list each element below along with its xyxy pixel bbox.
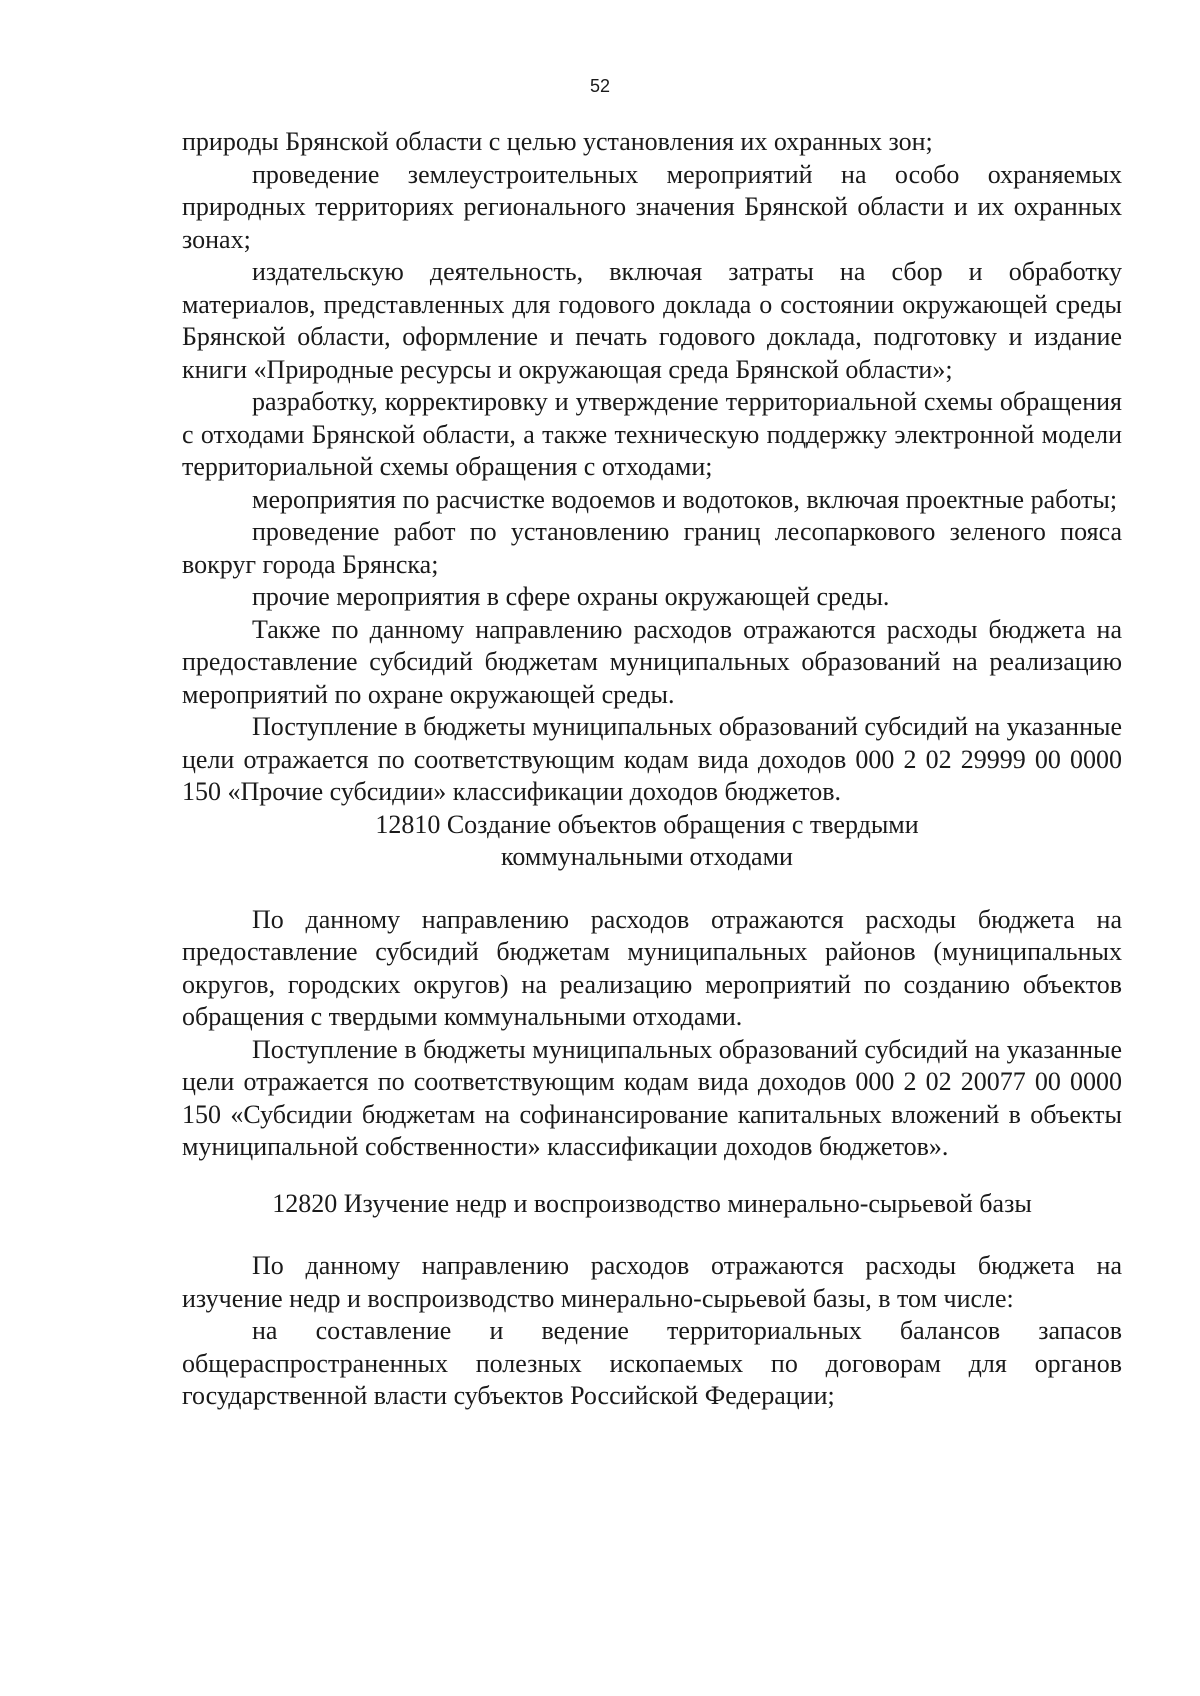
section-heading: 12820 Изучение недр и воспроизводство минерально-сырьевой базы (272, 1188, 1032, 1218)
paragraph: По данному направлению расходов отражаются расходы бюджета на предоставление субсидий бюджетам муниципальных районов (муниципальных округов, городских округов) на реализацию мероприятий по созданию объектов обращения с твердыми коммунальными отходами. (182, 904, 1122, 1031)
paragraph: Также по данному направлению расходов отражаются расходы бюджета на предоставление субсидий бюджетам муниципальных образований на реализацию мероприятий по охране окружающей среды. (182, 614, 1122, 709)
paragraph: прочие мероприятия в сфере охраны окружающей среды. (252, 582, 890, 611)
page-number: 52 (589, 76, 611, 96)
document-body (182, 126, 1122, 1413)
spacer (182, 874, 1122, 904)
paragraph: природы Брянской области с целью установления их охранных зон; (182, 127, 933, 156)
spacer (182, 1220, 1122, 1250)
paragraph: Поступление в бюджеты муниципальных образований субсидий на указанные цели отражается по соответствующим кодам вида доходов 000 2 02 20077 00 0000 150 «Субсидии бюджетам на софинансирование капитальных вложений в объекты муниципальной собственности» классификации доходов бюджетов». (182, 1034, 1122, 1161)
paragraph: По данному направлению расходов отражаются расходы бюджета на изучение недр и воспроизводство минерально-сырьевой базы, в том числе: (182, 1251, 1122, 1313)
paragraph: проведение работ по установлению границ лесопаркового зеленого пояса вокруг города Брянска; (182, 517, 1122, 579)
paragraph: на составление и ведение территориальных балансов запасов общераспространенных полезных ископаемых по договорам для органов государственной власти субъектов Российской Федерации; (182, 1316, 1122, 1410)
spacer (182, 1164, 1122, 1188)
paragraph: мероприятия по расчистке водоемов и водотоков, включая проектные работы; (252, 484, 1118, 514)
paragraph: Поступление в бюджеты муниципальных образований субсидий на указанные цели отражается по соответствующим кодам вида доходов 000 2 02 29999 00 0000 150 «Прочие субсидии» классификации доходов бюджетов. (182, 712, 1122, 806)
section-heading: 12810 Создание объектов обращения с твердыми коммунальными отходами (375, 809, 919, 871)
paragraph: разработку, корректировку и утверждение территориальной схемы обращения с отходами Брянской области, а также техническую поддержку электронной модели территориальной схемы обращения с отходами; (182, 387, 1122, 481)
paragraph: издательскую деятельность, включая затраты на сбор и обработку материалов, представленных для годового доклада о состоянии окружающей среды Брянской области, оформление и печать годового доклада, подготовку и издание книги «Природные ресурсы и окружающая среда Брянской области»; (182, 257, 1122, 384)
paragraph: проведение землеустроительных мероприятий на особо охраняемых природных территориях регионального значения Брянской области и их охранных зонах; (182, 159, 1122, 254)
